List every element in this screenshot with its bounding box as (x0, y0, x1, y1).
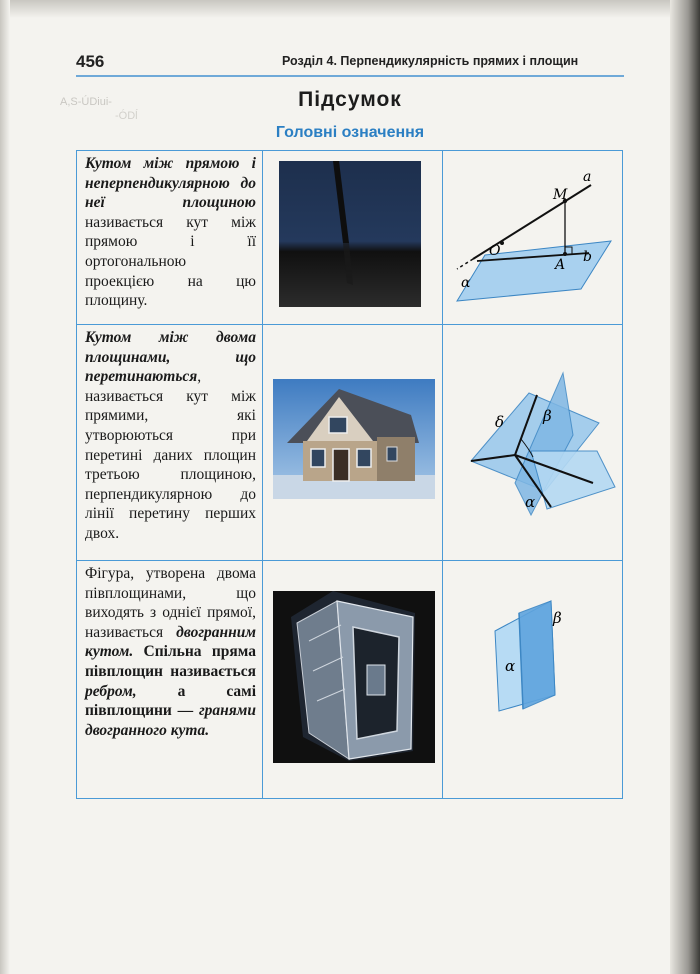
photo-cell (263, 151, 443, 325)
label-b: b (583, 249, 592, 265)
label-A: A (555, 257, 566, 273)
stick-photo (263, 151, 443, 319)
dihedral-angle-diagram (443, 561, 623, 793)
defined-term: Кутом між прямою і неперпендикулярною до неї площиною (85, 155, 256, 212)
defined-term: Кутом між двома площинами, що перетинаються (85, 329, 256, 386)
page-number: 456 (76, 52, 105, 71)
door (333, 449, 349, 481)
window (357, 449, 371, 467)
photo-background (279, 161, 421, 307)
label-alpha: α (525, 493, 536, 511)
diagram-cell (443, 561, 623, 799)
attic-window (329, 417, 347, 433)
bleed-through-text: A,S-ÚDiui- (60, 96, 112, 108)
book-spine (670, 0, 700, 974)
diagram-cell (443, 151, 623, 325)
point-A (563, 252, 567, 256)
header-rule (76, 75, 624, 77)
label-alpha: α (461, 275, 471, 291)
definition-cell (77, 561, 263, 799)
definition-text: Кутом між двома площинами, що перетинаються, називається кут між прямими, які утворюються при перетині даних площин третьою площиною, перпендикулярною до лінії перетину перших двох. (85, 329, 256, 542)
label-beta: β (553, 609, 562, 627)
line-a-hidden (457, 259, 473, 269)
label-alpha: α (505, 657, 516, 675)
definition-cell (77, 151, 263, 325)
point-O (500, 241, 504, 245)
dihedral-planes-diagram (443, 325, 623, 555)
defined-term: ребром, (85, 682, 137, 700)
photo-cell (263, 325, 443, 561)
side-window (387, 447, 397, 461)
label-beta: β (543, 407, 552, 425)
photo-cell (263, 561, 443, 799)
face-beta (519, 601, 555, 709)
definition-text: Кутом між прямою і неперпендикулярною до неї площиною називається кут між прямою і її ортогональною проекцією на цю площину. (85, 155, 256, 310)
diagram-cell (443, 325, 623, 561)
house-photo (263, 325, 443, 555)
defined-term: гранями двогранного кута. (85, 702, 256, 739)
table-row (77, 151, 623, 325)
bleed-through-text: -ÓDĺ (115, 110, 138, 122)
label-M: M (553, 187, 568, 203)
label-delta: δ (495, 413, 505, 431)
label-O: O (489, 243, 501, 259)
definition-text: Фігура, утворена двома півплощинами, що виходять з однієї прямої, називається двогранним кутом. Спільна пряма півплощин називається ребром, а самі півплощини — гранями двогранного кута. (85, 565, 256, 739)
top-shadow (0, 0, 700, 18)
definition-cell (77, 325, 263, 561)
definitions-table (76, 150, 623, 799)
label-a: a (583, 169, 592, 185)
cover-emblem (367, 665, 385, 695)
page-title: Підсумок (298, 88, 402, 111)
left-shadow (0, 0, 10, 974)
window (311, 449, 325, 467)
defined-term: двогранним кутом. (85, 623, 256, 661)
table-row (77, 325, 623, 561)
table-row (77, 561, 623, 799)
book-photo (263, 561, 443, 793)
section-subtitle: Головні означення (275, 124, 425, 141)
line-plane-angle-diagram (443, 151, 623, 319)
running-title: Розділ 4. Перпендикулярність прямих і площин (282, 54, 579, 68)
plane-alpha-front (531, 451, 615, 509)
